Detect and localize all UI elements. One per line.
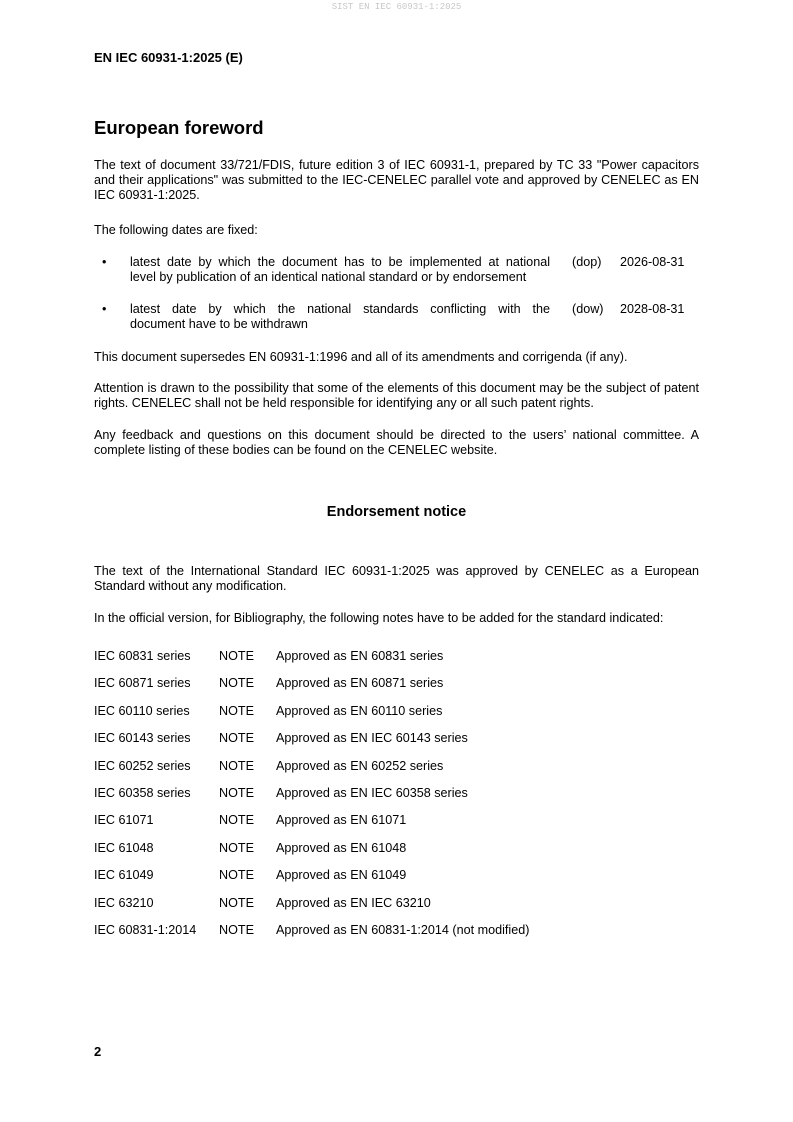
note-text: Approved as EN 60871 series [276, 676, 444, 691]
date-description-cont: level by publication of an identical national standard or by endorsement [130, 270, 527, 284]
standard-ref: IEC 60358 series [94, 786, 191, 800]
watermark: SIST EN IEC 60931-1:2025 [331, 2, 462, 12]
date-code: (dop) [572, 255, 602, 269]
standard-ref: IEC 61048 [94, 840, 154, 855]
note-text: Approved as EN IEC 63210 [276, 895, 431, 910]
standard-ref: IEC 61071 [94, 813, 154, 828]
date-description-cont: document have to be withdrawn [130, 317, 308, 331]
standard-ref: IEC 61049 [94, 868, 154, 883]
note-label: NOTE [219, 868, 254, 883]
patent-paragraph: Attention is drawn to the possibility that some of the elements of this document may be the subject of patent rights. CENELEC shall not be held responsible for identifying any or all such patent rights. [94, 381, 699, 410]
standard-ref: IEC 60831 series [94, 649, 191, 663]
endorsement-paragraph: The text of the International Standard IEC 60931-1:2025 was approved by CENELEC as a European Standard without any modification. [94, 564, 699, 593]
note-text: Approved as EN IEC 60143 series [276, 731, 468, 746]
date-value: 2026-08-31 [620, 255, 685, 269]
intro-paragraph: The text of document 33/721/FDIS, future edition 3 of IEC 60931-1, prepared by TC 33 "Power capacitors and their applications" was submitted to the IEC-CENELEC parallel vote and approved by CENELEC as EN IEC 60931-1:2025. [94, 158, 699, 202]
note-text: Approved as EN 60110 series [276, 703, 443, 718]
note-label: NOTE [219, 840, 254, 855]
standard-ref: IEC 60143 series [94, 731, 191, 746]
standard-ref: IEC 60831-1:2014 [94, 923, 197, 937]
bibliography-intro: In the official version, for Bibliography, the following notes have to be added for the standard indicated: [94, 611, 664, 625]
note-label: NOTE [219, 758, 254, 773]
bullet: • [102, 255, 107, 269]
feedback-paragraph: Any feedback and questions on this document should be directed to the users’ national committee. A complete listing of these bodies can be found on the CENELEC website. [94, 428, 699, 457]
note-text: Approved as EN 61048 [276, 840, 407, 855]
standard-ref: IEC 60110 series [94, 703, 190, 718]
standard-ref: IEC 60252 series [94, 758, 191, 773]
note-text: Approved as EN 61071 [276, 813, 407, 828]
dates-intro: The following dates are fixed: [94, 223, 258, 237]
note-label: NOTE [219, 649, 254, 663]
page-number: 2 [94, 1044, 102, 1059]
date-description: latest date by which the national standards conflicting with the [130, 302, 550, 316]
date-code: (dow) [572, 302, 604, 316]
date-description: latest date by which the document has to be implemented at national [130, 255, 550, 269]
note-label: NOTE [219, 786, 254, 800]
standard-ref: IEC 60871 series [94, 676, 191, 691]
standard-ref: IEC 63210 [94, 895, 154, 910]
note-label: NOTE [219, 895, 254, 910]
note-label: NOTE [219, 703, 254, 718]
note-label: NOTE [219, 676, 254, 691]
note-text: Approved as EN 60252 series [276, 758, 444, 773]
note-text: Approved as EN IEC 60358 series [276, 786, 468, 800]
note-label: NOTE [219, 731, 254, 746]
date-value: 2028-08-31 [620, 302, 685, 316]
endorsement-heading: Endorsement notice [326, 504, 467, 520]
note-label: NOTE [219, 923, 254, 937]
note-text: Approved as EN 60831 series [276, 649, 444, 663]
note-label: NOTE [219, 813, 254, 828]
note-text: Approved as EN 61049 [276, 868, 407, 883]
document-header: EN IEC 60931-1:2025 (E) [94, 50, 243, 65]
note-text: Approved as EN 60831-1:2014 (not modified) [276, 923, 530, 937]
bullet: • [102, 302, 107, 316]
page-title: European foreword [94, 117, 264, 138]
supersedes-paragraph: This document supersedes EN 60931-1:1996 and all of its amendments and corrigenda (if any). [94, 350, 628, 364]
